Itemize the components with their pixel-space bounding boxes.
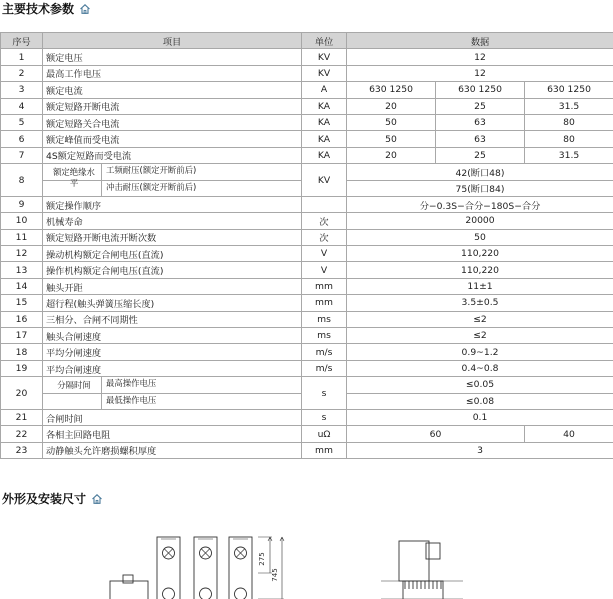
row-no: 7	[1, 147, 43, 163]
row-no: 21	[1, 409, 43, 425]
row-no: 11	[1, 229, 43, 245]
table-row	[1, 98, 613, 114]
row-value: 31.5	[525, 147, 613, 163]
row-unit: s	[302, 377, 347, 410]
table-row	[1, 311, 613, 327]
row-no: 22	[1, 426, 43, 442]
row-value: 0.1	[347, 409, 613, 425]
row-no: 6	[1, 131, 43, 147]
row-no: 9	[1, 196, 43, 212]
row-value: 分−0.3S−合分−180S−合分	[347, 196, 613, 212]
row-item: 触头合闸速度	[43, 328, 302, 344]
row-subitem: 最低操作电压	[101, 394, 301, 409]
row-value: 630 1250	[436, 82, 525, 98]
row-item: 机械寿命	[43, 213, 302, 229]
header-item: 项目	[43, 33, 302, 49]
table-body	[1, 49, 613, 459]
row-no: 13	[1, 262, 43, 278]
dim-label-745: 745	[271, 568, 279, 582]
home-icon	[91, 493, 103, 505]
table-row	[1, 328, 613, 344]
row-unit: mm	[302, 442, 347, 458]
row-value: 63	[436, 131, 525, 147]
table-row	[1, 295, 613, 311]
row-value: 630 1250	[525, 82, 613, 98]
row-value: ≤2	[347, 311, 613, 327]
row-group-label: 分隔时间	[57, 380, 91, 391]
row-value: 110,220	[347, 262, 613, 278]
row-item: 各相主回路电阻	[43, 426, 302, 442]
row-no: 2	[1, 65, 43, 81]
row-item: 额定操作顺序	[43, 196, 302, 212]
section-title-dimensions: 外形及安装尺寸	[2, 490, 103, 507]
row-unit: V	[302, 246, 347, 262]
dimension-drawing	[0, 515, 613, 599]
row-value: 31.5	[525, 98, 613, 114]
row-value: 20	[347, 98, 436, 114]
row-value: 3.5±0.5	[347, 295, 613, 311]
row-item: 额定短路关合电流	[43, 114, 302, 130]
row-item: 额定峰值而受电流	[43, 131, 302, 147]
dim-label-275: 275	[258, 552, 266, 566]
row-unit: ms	[302, 328, 347, 344]
row-subitem: 冲击耐压(额定开断前后)	[101, 181, 301, 196]
row-item: 动静触头允许磨损螺积厚度	[43, 442, 302, 458]
row-no: 3	[1, 82, 43, 98]
table-row	[1, 262, 613, 278]
header-unit: 单位	[302, 33, 347, 49]
row-no: 4	[1, 98, 43, 114]
row-unit: KA	[302, 114, 347, 130]
row-unit: A	[302, 82, 347, 98]
table-row	[1, 229, 613, 245]
table-row	[1, 360, 613, 376]
row-no: 19	[1, 360, 43, 376]
row-value: 20000	[347, 213, 613, 229]
table-row	[1, 213, 613, 229]
row-item: 操作机构额定合闸电压(直流)	[43, 262, 302, 278]
row-no: 17	[1, 328, 43, 344]
row-unit: 次	[302, 213, 347, 229]
row-value: 40	[525, 426, 613, 442]
header-no: 序号	[1, 33, 43, 49]
row-no: 18	[1, 344, 43, 360]
row-no: 16	[1, 311, 43, 327]
section-title-specs: 主要技术参数	[2, 0, 91, 17]
table-row	[1, 164, 613, 180]
home-icon	[79, 3, 91, 15]
table-row	[1, 344, 613, 360]
table-row	[1, 65, 613, 81]
row-value: 110,220	[347, 246, 613, 262]
row-item: 三相分、合闸不同期性	[43, 311, 302, 327]
row-value: 0.4~0.8	[347, 360, 613, 376]
row-value: 80	[525, 114, 613, 130]
table-row	[1, 246, 613, 262]
row-value: ≤2	[347, 328, 613, 344]
row-no: 5	[1, 114, 43, 130]
table-row	[1, 196, 613, 212]
row-no: 20	[1, 377, 43, 410]
row-item: 额定电流	[43, 82, 302, 98]
row-value: 25	[436, 147, 525, 163]
row-no: 12	[1, 246, 43, 262]
row-value: 12	[347, 65, 613, 81]
row-item: 超行程(触头弹簧压缩长度)	[43, 295, 302, 311]
row-value: 0.9~1.2	[347, 344, 613, 360]
row-unit: KA	[302, 98, 347, 114]
row-item: 平均分闸速度	[43, 344, 302, 360]
row-value: ≤0.05	[347, 377, 613, 393]
row-value: 50	[347, 114, 436, 130]
row-subitem: 工频耐压(额定开断前后)	[101, 164, 301, 179]
row-value: 20	[347, 147, 436, 163]
row-item: 合闸时间	[43, 409, 302, 425]
row-value: 80	[525, 131, 613, 147]
row-value: 50	[347, 229, 613, 245]
row-value: 75(断口84)	[347, 180, 613, 196]
row-no: 14	[1, 278, 43, 294]
table-row	[1, 442, 613, 458]
table-row	[1, 409, 613, 425]
row-value: 50	[347, 131, 436, 147]
row-unit: uΩ	[302, 426, 347, 442]
row-no: 23	[1, 442, 43, 458]
row-unit: mm	[302, 278, 347, 294]
row-no: 10	[1, 213, 43, 229]
row-item: 平均合闸速度	[43, 360, 302, 376]
table-row	[1, 426, 613, 442]
row-unit: KV	[302, 164, 347, 197]
row-subitem: 最高操作电压	[101, 377, 301, 392]
table-row	[1, 278, 613, 294]
table-row	[1, 114, 613, 130]
row-item: 4S额定短路而受电流	[43, 147, 302, 163]
spec-table	[0, 32, 613, 459]
row-unit: m/s	[302, 360, 347, 376]
header-data: 数据	[347, 33, 613, 49]
row-value: 42(断口48)	[347, 164, 613, 180]
row-unit: KA	[302, 131, 347, 147]
row-unit: s	[302, 409, 347, 425]
table-row	[1, 82, 613, 98]
row-unit: 次	[302, 229, 347, 245]
table-row	[1, 131, 613, 147]
row-unit: KV	[302, 65, 347, 81]
row-unit: mm	[302, 295, 347, 311]
table-row	[1, 49, 613, 65]
table-row	[1, 377, 613, 393]
row-item: 额定短路开断电流	[43, 98, 302, 114]
row-group-label: 额定绝缘水平	[53, 167, 95, 189]
row-no: 8	[1, 164, 43, 197]
row-item-split	[43, 377, 302, 393]
table-header-row	[1, 33, 613, 49]
row-item: 最高工作电压	[43, 65, 302, 81]
row-unit: m/s	[302, 344, 347, 360]
row-item: 操动机构额定合闸电压(直流)	[43, 246, 302, 262]
row-unit: KV	[302, 49, 347, 65]
row-value: 12	[347, 49, 613, 65]
row-value: 11±1	[347, 278, 613, 294]
row-no: 1	[1, 49, 43, 65]
row-value: ≤0.08	[347, 393, 613, 409]
row-item: 额定短路开断电流开断次数	[43, 229, 302, 245]
row-value: 3	[347, 442, 613, 458]
row-item: 额定电压	[43, 49, 302, 65]
row-unit: ms	[302, 311, 347, 327]
row-value: 25	[436, 98, 525, 114]
row-value: 60	[347, 426, 525, 442]
row-item-split	[43, 393, 302, 409]
row-unit: V	[302, 262, 347, 278]
row-unit	[302, 196, 347, 212]
row-value: 63	[436, 114, 525, 130]
row-value: 630 1250	[347, 82, 436, 98]
row-no: 15	[1, 295, 43, 311]
table-row	[1, 147, 613, 163]
row-unit: KA	[302, 147, 347, 163]
row-item: 触头开距	[43, 278, 302, 294]
